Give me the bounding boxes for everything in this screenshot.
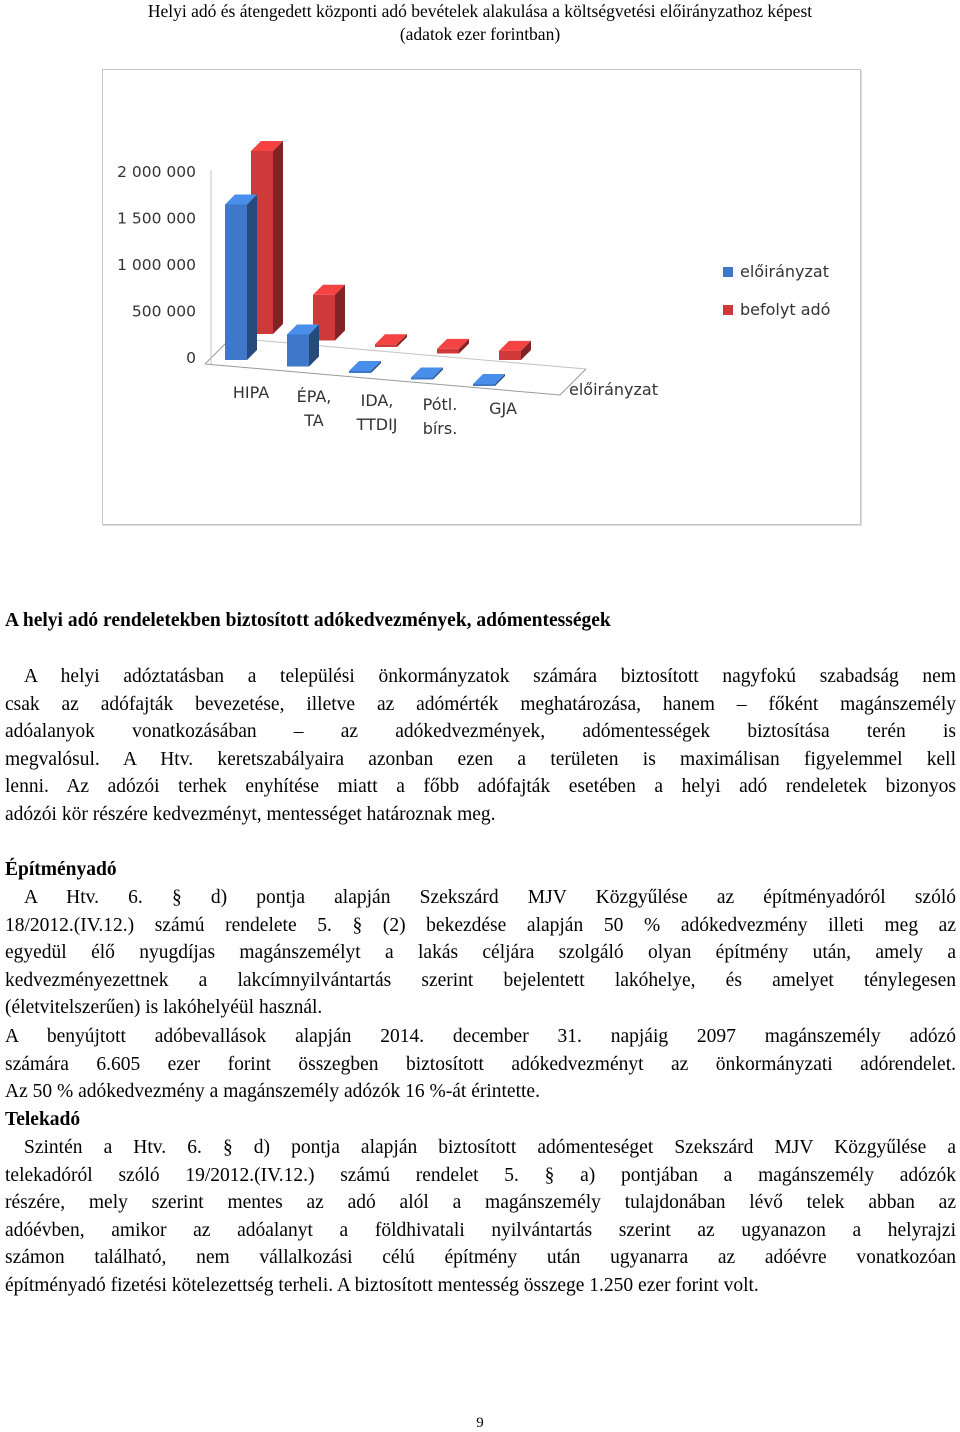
x-tick-label: TTDIJ <box>356 415 398 434</box>
text-line: (életvitelszerűen) is lakóhelyéül használ. <box>5 997 323 1019</box>
telekado-paragraph <box>5 1134 956 1300</box>
bar-befolyt-ado-side <box>273 141 283 334</box>
y-tick-label: 2 000 000 <box>117 163 196 181</box>
telekado-block <box>5 1106 956 1134</box>
intro-paragraph <box>5 663 956 829</box>
legend-swatch <box>723 305 733 315</box>
caption-units: (adatok ezer forintban) <box>399 24 561 44</box>
epitmenyado-title: Építményadó <box>5 859 117 880</box>
legend-label: előirányzat <box>740 262 829 281</box>
x-tick-label: Pótl. <box>422 395 458 414</box>
text-line: részére, mely szerint mentes az adó alól a magánszemély tulajdonában lévő telek abban az <box>5 1192 956 1214</box>
y-tick-label: 500 000 <box>131 302 196 321</box>
bar-eloiranyzat <box>349 371 371 373</box>
bar-chart <box>103 70 860 524</box>
epitmenyado-paragraph-2 <box>5 1023 956 1106</box>
caption-title: Helyi adó és átengedett központi adó bevételek alakulása a költségvetési előirányzathoz képest <box>147 1 813 21</box>
legend-label: befolyt adó <box>740 300 831 319</box>
telekado-title: Telekadó <box>5 1109 81 1130</box>
section-title: A helyi adó rendeletekben biztosított adókedvezmények, adómentességek <box>5 610 611 631</box>
text-line: számon található, nem vállalkozási célú építmény után ugyanarra az adóévre vonatkozóan <box>5 1247 956 1269</box>
y-tick-label: 1 000 000 <box>117 256 196 274</box>
bar-eloiranyzat <box>287 334 309 366</box>
text-line: számára 6.605 ezer forint összegben biztosított adókedvezményt az önkormányzati adórendelet. <box>5 1053 956 1075</box>
text-line: lenni. Az adózói terhek enyhítése miatt a főbb adófajták esetében a helyi adó rendeletek bizonyos <box>5 776 956 798</box>
chart-frame <box>102 69 861 525</box>
page-number: 9 <box>476 1415 484 1431</box>
text-line: A helyi adóztatásban a települési önkormányzatok számára biztosított nagyfokú szabadság nem <box>24 666 956 687</box>
floor-back-edge <box>231 338 586 369</box>
text-line: megvalósul. A Htv. keretszabályaira azonban ezen a területen is maximálisan figyelemmel kell <box>5 748 956 770</box>
x-tick-label: HIPA <box>232 383 270 402</box>
text-line: építményadó fizetési kötelezettség terheli. A biztosított mentesség összege 1.250 ezer forint volt. <box>5 1274 759 1296</box>
bar-befolyt-ado <box>375 344 397 347</box>
y-tick-label: 0 <box>186 349 196 367</box>
text-line: egyedül élő nyugdíjas magánszemélyt a lakás céljára szolgáló olyan építmény után, amely a <box>5 942 956 964</box>
text-line: kedvezményezettnek a lakcímnyilvántartás szerint bejelentett lakóhelye, és amelyet ténylegesen <box>5 969 956 991</box>
text-line: adózói kör részére kedvezményt, mentességet határoznak meg. <box>5 803 496 825</box>
depth-axis-label: előirányzat <box>569 380 658 399</box>
text-line: A benyújtott adóbevallások alapján 2014. december 31. napjáig 2097 magánszemély adózó <box>5 1026 956 1047</box>
figure-caption <box>0 0 960 46</box>
legend-swatch <box>723 267 733 277</box>
text-line: adóalanyok vonatkozásában – az adókedvezmények, adómentességek biztosítása terén is <box>5 721 956 743</box>
x-tick-label: IDA, <box>360 391 394 410</box>
text-line: Szintén a Htv. 6. § d) pontja alapján biztosított adómenteséget Szekszárd MJV Közgyűlése a <box>24 1137 956 1158</box>
text-line: Az 50 % adókedvezmény a magánszemély adózók 16 %-át érintette. <box>5 1081 540 1103</box>
bar-eloiranyzat <box>473 384 495 386</box>
bar-eloiranyzat <box>411 378 433 380</box>
y-tick-label: 1 500 000 <box>117 209 196 228</box>
text-line: telekadóról szóló 19/2012.(IV.12.) számú rendelet 5. § a) pontjában a magánszemély adózók <box>5 1164 956 1186</box>
x-tick-label: GJA <box>489 399 517 418</box>
bar-eloiranyzat <box>225 204 247 360</box>
epitmenyado-paragraph-1 <box>5 884 956 1022</box>
bar-befolyt-ado <box>499 351 521 360</box>
x-tick-label: TA <box>304 411 324 430</box>
text-line: csak az adófajták bevezetése, illetve az adómérték meghatározása, hanem – főként magánszemély <box>5 693 956 715</box>
bar-befolyt-ado <box>437 349 459 354</box>
x-tick-label: ÉPA, <box>296 387 332 406</box>
x-tick-label: bírs. <box>422 419 458 438</box>
text-line: adóévben, amikor az adóalanyt a földhivatali nyilvántartás szerint az ugyanazon a helyrajzi <box>5 1219 956 1241</box>
epitmenyado-block <box>5 856 956 884</box>
text-line: A Htv. 6. § d) pontja alapján Szekszárd MJV Közgyűlése az építményadóról szóló <box>24 887 956 908</box>
text-line: 18/2012.(IV.12.) számú rendelete 5. § (2) bekezdése alapján 50 % adókedvezmény illeti meg az <box>5 914 956 936</box>
section-text <box>5 607 956 635</box>
bar-eloiranyzat-side <box>247 194 257 360</box>
